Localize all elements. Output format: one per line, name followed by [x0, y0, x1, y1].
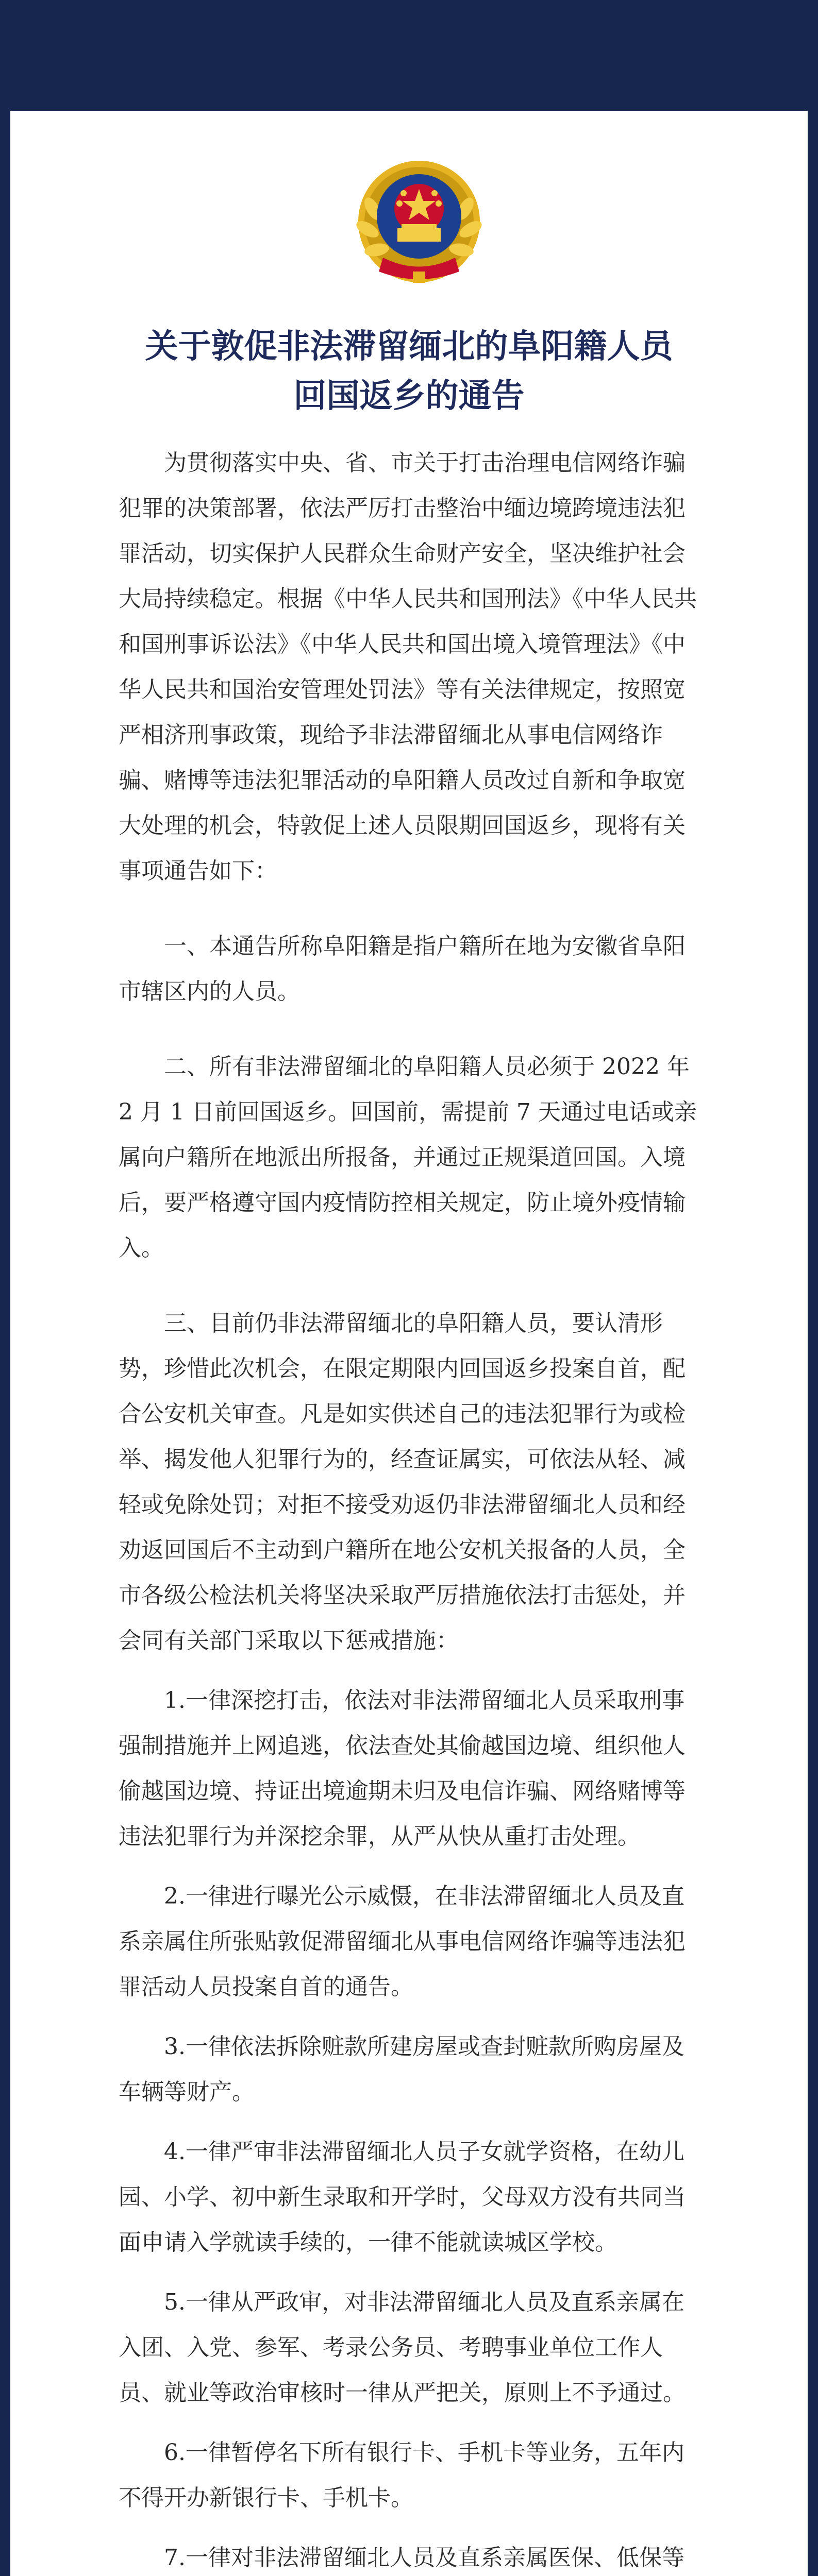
clause-1-paragraph: 一、本通告所称阜阳籍是指户籍所在地为安徽省阜阳市辖区内的人员。 — [119, 933, 686, 1005]
measure-1: 1.一律深挖打击，依法对非法滞留缅北人员采取刑事强制措施并上网追逃，依法查处其偷越国边境、组织他人偷越国边境、持证出境逾期未归及电信诈骗、网络赌博等违法犯罪行为并深挖余罪，从严从快从重打击处理。 — [119, 1687, 686, 1850]
clause-2-paragraph: 二、所有非法滞留缅北的阜阳籍人员必须于 2022 年 2 月 1 日前回国返乡。回国前，需提前 7 天通过电话或亲属向户籍所在地派出所报备，并通过正规渠道回国。入境后，要严格遵守国内疫情防控相关规定，防止境外疫情输入。 — [119, 1054, 697, 1261]
police-emblem-icon — [352, 152, 486, 286]
measure-3: 3.一律依法拆除赃款所建房屋或查封赃款所购房屋及车辆等财产。 — [119, 2033, 685, 2105]
title-line-1: 关于敦促非法滞留缅北的阜阳籍人员 — [145, 327, 673, 366]
clause-3-paragraph: 三、目前仍非法滞留缅北的阜阳籍人员，要认清形势，珍惜此次机会，在限定期限内回国返乡投案自首，配合公安机关审查。凡是如实供述自己的违法犯罪行为或检举、揭发他人犯罪行为的，经查证属实，可依法从轻、减轻或免除处罚；对拒不接受劝返仍非法滞留缅北人员和经劝返回国后不主动到户籍所在地公安机关报备的人员，全市各级公检法机关将坚决采取严厉措施依法打击惩处，并会同有关部门采取以下惩戒措施： — [119, 1310, 686, 1654]
notice-title — [10, 322, 808, 421]
measure-5: 5.一律从严政审，对非法滞留缅北人员及直系亲属在入团、入党、参军、考录公务员、考聘事业单位工作人员、就业等政治审核时一律从严把关，原则上不予通过。 — [119, 2289, 686, 2406]
measure-2: 2.一律进行曝光公示威慑，在非法滞留缅北人员及直系亲属住所张贴敦促滞留缅北从事电信网络诈骗等违法犯罪活动人员投案自首的通告。 — [119, 1883, 686, 2000]
preamble-paragraph: 为贯彻落实中央、省、市关于打击治理电信网络诈骗犯罪的决策部署，依法严厉打击整治中缅边境跨境违法犯罪活动，切实保护人民群众生命财产安全，坚决维护社会大局持续稳定。根据《中华人民共和国刑法》《中华人民共和国刑事诉讼法》《中华人民共和国出境入境管理法》《中华人民共和国治安管理处罚法》等有关法律规定，按照宽严相济刑事政策，现给予非法滞留缅北从事电信网络诈骗、赌博等违法犯罪活动的阜阳籍人员改过自新和争取宽大处理的机会，特敦促上述人员限期回国返乡，现将有关事项通告如下： — [119, 450, 697, 884]
title-line-2: 回国返乡的通告 — [293, 377, 525, 415]
top-navy-band — [0, 0, 818, 111]
notice-paper — [10, 111, 808, 2576]
measure-6: 6.一律暂停名下所有银行卡、手机卡等业务，五年内不得开办新银行卡、手机卡。 — [119, 2439, 685, 2511]
measure-4: 4.一律严审非法滞留缅北人员子女就学资格，在幼儿园、小学、初中新生录取和开学时，父母双方没有共同当面申请入学就读手续的，一律不能就读城区学校。 — [119, 2139, 686, 2256]
notice-body — [119, 440, 701, 2576]
measure-7: 7.一律对非法滞留缅北人员及直系亲属医保、低保等 — [164, 2545, 685, 2571]
